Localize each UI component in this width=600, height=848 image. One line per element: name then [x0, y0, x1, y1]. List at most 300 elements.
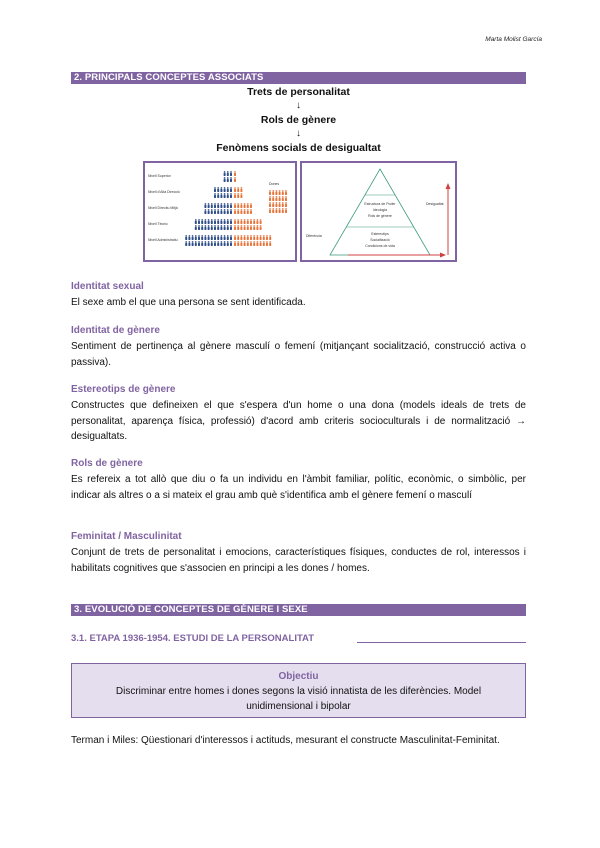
person-icon — [269, 202, 271, 204]
person-icon — [269, 190, 271, 192]
person-icon — [234, 171, 236, 173]
person-icon — [272, 192, 274, 195]
axis-label-difference: Diferència — [306, 234, 322, 238]
person-icon — [220, 237, 222, 240]
level-label: Nivell Administratiu — [148, 238, 178, 242]
person-icon — [269, 237, 271, 240]
person-icon — [240, 189, 242, 192]
person-icon — [204, 205, 206, 208]
person-icon — [230, 193, 232, 195]
pyramid-label: Estereotips — [371, 232, 389, 236]
person-icon — [227, 205, 229, 208]
person-icon — [247, 221, 249, 224]
person-icon — [220, 189, 222, 192]
person-icon — [269, 210, 271, 213]
level-label: Nivell d'Alta Direcció — [148, 190, 180, 194]
person-icon — [224, 177, 226, 179]
person-icon — [269, 208, 271, 210]
person-icon — [260, 241, 262, 243]
person-icon — [250, 225, 252, 227]
person-icon — [227, 211, 229, 214]
person-icon — [237, 221, 239, 224]
person-icon — [257, 225, 259, 227]
person-icon — [224, 241, 226, 243]
person-icon — [247, 225, 249, 227]
person-icon — [214, 189, 216, 192]
person-icon — [234, 225, 236, 227]
person-icon — [208, 237, 210, 240]
person-icon — [237, 241, 239, 243]
person-icon — [224, 179, 226, 182]
figure-hierarchy-pyramid — [143, 161, 297, 262]
person-icon — [240, 195, 242, 198]
person-icon — [269, 235, 271, 237]
person-icon — [214, 211, 216, 214]
person-icon — [285, 210, 287, 213]
person-icon — [279, 192, 281, 195]
person-icon — [221, 209, 223, 211]
person-icon — [195, 243, 197, 246]
person-icon — [285, 190, 287, 192]
person-icon — [192, 237, 194, 240]
person-icon — [269, 198, 271, 201]
person-icon — [260, 243, 262, 246]
person-icon — [188, 237, 190, 240]
person-icon — [256, 221, 258, 224]
person-icon — [214, 187, 216, 189]
person-icon — [230, 209, 232, 211]
person-icon — [201, 235, 203, 237]
person-icon — [263, 241, 265, 243]
person-icon — [220, 205, 222, 208]
person-icon — [282, 198, 284, 201]
person-icon — [230, 243, 232, 246]
person-icon — [217, 189, 219, 192]
person-icon — [204, 227, 206, 230]
person-icon — [195, 235, 197, 237]
concept-title: Identitat de gènere — [71, 325, 160, 336]
person-icon — [195, 237, 197, 240]
person-icon — [230, 219, 232, 221]
person-icon — [227, 209, 229, 211]
person-icon — [256, 237, 258, 240]
objective-title: Objectiu — [278, 671, 319, 682]
person-icon — [234, 189, 236, 192]
pyramid-label: Socialització — [370, 238, 390, 242]
person-icon — [285, 192, 287, 195]
person-icon — [279, 208, 281, 210]
person-icon — [237, 219, 239, 221]
person-icon — [285, 198, 287, 201]
person-icon — [237, 195, 239, 198]
person-icon — [192, 241, 194, 243]
person-icon — [208, 211, 210, 214]
person-icon — [220, 221, 222, 224]
person-icon — [220, 195, 222, 198]
person-icon — [230, 177, 232, 179]
person-icon — [285, 204, 287, 207]
person-icon — [247, 235, 249, 237]
person-icon — [234, 219, 236, 221]
person-icon — [244, 243, 246, 246]
person-icon — [230, 173, 232, 176]
person-icon — [217, 211, 219, 214]
person-icon — [276, 202, 278, 204]
person-icon — [201, 227, 203, 230]
person-icon — [227, 173, 229, 176]
person-icon — [282, 208, 284, 210]
person-icon — [214, 195, 216, 198]
person-icon — [227, 225, 229, 227]
person-icon — [198, 225, 200, 227]
person-icon — [208, 241, 210, 243]
person-icon — [227, 227, 229, 230]
person-icon — [224, 235, 226, 237]
person-icon — [192, 243, 194, 246]
person-icon — [250, 241, 252, 243]
person-icon — [237, 205, 239, 208]
person-icon — [253, 221, 255, 224]
person-icon — [198, 237, 200, 240]
person-icon — [244, 203, 246, 205]
person-icon — [275, 192, 277, 195]
person-icon — [250, 211, 252, 214]
person-icon — [234, 241, 236, 243]
person-icon — [260, 225, 262, 227]
person-icon — [250, 209, 252, 211]
person-icon — [260, 235, 262, 237]
person-icon — [208, 235, 210, 237]
person-icon — [266, 241, 268, 243]
person-icon — [227, 243, 229, 246]
person-icon — [224, 203, 226, 205]
person-icon — [234, 221, 236, 224]
person-icon — [221, 235, 223, 237]
author-name: Marta Molist García — [485, 36, 542, 43]
flow-arrow-down-icon: ↓ — [296, 128, 301, 139]
person-icon — [272, 202, 274, 204]
subsection-underline — [357, 642, 526, 643]
person-icon — [240, 221, 242, 224]
person-icon — [241, 203, 243, 205]
person-icon — [214, 221, 216, 224]
person-icon — [230, 195, 232, 198]
person-icon — [275, 204, 277, 207]
person-icon — [237, 243, 239, 246]
person-icon — [244, 209, 246, 211]
person-icon — [247, 219, 249, 221]
person-icon — [201, 225, 203, 227]
person-icon — [211, 209, 213, 211]
person-icon — [240, 211, 242, 214]
person-icon — [217, 219, 219, 221]
person-icon — [234, 235, 236, 237]
person-icon — [244, 219, 246, 221]
person-icon — [201, 241, 203, 243]
person-icon — [285, 208, 287, 210]
person-icon — [269, 243, 271, 246]
person-icon — [279, 204, 281, 207]
person-icon — [272, 210, 274, 213]
person-icon — [234, 195, 236, 198]
person-icon — [244, 227, 246, 230]
person-icon — [185, 237, 187, 240]
person-icon — [214, 193, 216, 195]
person-icon — [208, 227, 210, 230]
person-icon — [263, 235, 265, 237]
person-icon — [269, 196, 271, 198]
person-icon — [241, 235, 243, 237]
person-icon — [189, 235, 191, 237]
person-icon — [237, 211, 239, 214]
person-icon — [240, 237, 242, 240]
person-icon — [276, 190, 278, 192]
person-icon — [208, 225, 210, 227]
person-icon — [217, 237, 219, 240]
person-icon — [247, 211, 249, 214]
person-icon — [234, 177, 236, 179]
person-icon — [221, 225, 223, 227]
person-icon — [224, 219, 226, 221]
person-icon — [253, 243, 255, 246]
concept-flow — [71, 85, 526, 155]
person-icon — [230, 241, 232, 243]
person-icon — [257, 219, 259, 221]
person-icon — [253, 237, 255, 240]
person-icon — [230, 171, 232, 173]
person-icon — [241, 219, 243, 221]
concept-text: Sentiment de pertinença al gènere masculí o femení (mitjançant socialització, construcció activa o passiva). — [71, 341, 526, 368]
person-icon — [221, 241, 223, 243]
person-icon — [247, 205, 249, 208]
person-icon — [220, 227, 222, 230]
person-icon — [234, 211, 236, 214]
person-icon — [247, 237, 249, 240]
person-icon — [208, 209, 210, 211]
person-icon — [204, 211, 206, 214]
person-icon — [211, 203, 213, 205]
person-icon — [282, 190, 284, 192]
person-icon — [214, 243, 216, 246]
person-icon — [241, 209, 243, 211]
person-icon — [247, 203, 249, 205]
person-icon — [214, 235, 216, 237]
level-label: Nivell Superior — [148, 174, 171, 178]
person-icon — [217, 195, 219, 198]
person-icon — [272, 208, 274, 210]
figure-inequality-pyramid — [300, 161, 457, 262]
person-icon — [205, 225, 207, 227]
person-icon — [230, 203, 232, 205]
person-icon — [272, 198, 274, 201]
person-icon — [237, 237, 239, 240]
concept-title: Identitat sexual — [71, 281, 144, 292]
person-icon — [244, 221, 246, 224]
person-icon — [241, 193, 243, 195]
section-3-title: 3. EVOLUCIÓ DE CONCEPTES DE GÈNERE I SEXE — [71, 604, 526, 616]
person-icon — [276, 208, 278, 210]
person-icon — [221, 187, 223, 189]
person-icon — [279, 210, 281, 213]
person-icon — [266, 237, 268, 240]
person-icon — [230, 189, 232, 192]
person-icon — [240, 205, 242, 208]
person-icon — [285, 196, 287, 198]
person-icon — [204, 221, 206, 224]
person-icon — [230, 237, 232, 240]
person-icon — [224, 171, 226, 173]
person-icon — [211, 225, 213, 227]
person-icon — [224, 211, 226, 214]
person-icon — [227, 171, 229, 173]
person-icon — [227, 235, 229, 237]
person-icon — [185, 241, 187, 243]
person-icon — [230, 211, 232, 214]
concept-text: El sexe amb el que una persona se sent identificada. — [71, 297, 306, 308]
person-icon — [201, 237, 203, 240]
person-icon — [221, 193, 223, 195]
person-icon — [211, 227, 213, 230]
person-icon — [285, 202, 287, 204]
person-icon — [198, 235, 200, 237]
person-icon — [217, 227, 219, 230]
person-icon — [260, 221, 262, 224]
person-icon — [214, 205, 216, 208]
person-icon — [240, 227, 242, 230]
flow-step-inequality: Fenòmens socials de desigualtat — [216, 142, 381, 154]
person-icon — [269, 241, 271, 243]
person-icon — [244, 235, 246, 237]
person-icon — [234, 237, 236, 240]
person-icon — [195, 219, 197, 221]
person-icon — [224, 189, 226, 192]
person-icon — [279, 196, 281, 198]
person-icon — [221, 219, 223, 221]
person-icon — [198, 227, 200, 230]
person-icon — [250, 205, 252, 208]
person-icon — [253, 219, 255, 221]
flow-step-personality: Trets de personalitat — [247, 86, 350, 98]
person-icon — [257, 241, 259, 243]
person-icon — [211, 205, 213, 208]
person-icon — [234, 203, 236, 205]
person-icon — [214, 225, 216, 227]
person-icon — [192, 235, 194, 237]
person-icon — [224, 209, 226, 211]
person-icon — [211, 237, 213, 240]
person-icon — [224, 227, 226, 230]
person-icon — [217, 187, 219, 189]
hierarchy-pyramid-graphic — [145, 163, 295, 260]
person-icon — [237, 225, 239, 227]
person-icon — [195, 227, 197, 230]
objective-text: Discriminar entre homes i dones segons la visió innatista de les diferències. Model unidimensional i bipolar — [115, 686, 482, 712]
person-icon — [244, 211, 246, 214]
axis-label-inequality: Desigualtat — [426, 202, 444, 206]
person-icon — [211, 243, 213, 246]
person-icon — [208, 243, 210, 246]
pyramid-label: Rols de gènere — [368, 214, 392, 218]
person-icon — [250, 221, 252, 224]
person-icon — [224, 205, 226, 208]
person-icon — [198, 241, 200, 243]
person-icon — [217, 241, 219, 243]
person-icon — [244, 205, 246, 208]
person-icon — [250, 235, 252, 237]
person-icon — [253, 227, 255, 230]
person-icon — [211, 211, 213, 214]
person-icon — [195, 241, 197, 243]
person-icon — [214, 237, 216, 240]
person-icon — [250, 203, 252, 205]
person-icon — [205, 241, 207, 243]
person-icon — [224, 225, 226, 227]
person-icon — [282, 192, 284, 195]
person-icon — [256, 243, 258, 246]
flow-step-gender-roles: Rols de gènere — [260, 114, 337, 126]
person-icon — [189, 241, 191, 243]
person-icon — [234, 205, 236, 208]
person-icon — [211, 241, 213, 243]
person-icon — [269, 204, 271, 207]
person-icon — [250, 219, 252, 221]
person-icon — [214, 227, 216, 230]
person-icon — [257, 235, 259, 237]
concept-text: Conjunt de trets de personalitat i emocions, característiques físiques, conductes de rol, interessos i habilitats cognitives que s'associen en principi a les dones / homes. — [71, 547, 526, 574]
pyramid-label: Condicions de vida — [365, 244, 395, 248]
person-icon — [185, 243, 187, 246]
person-icon — [227, 195, 229, 198]
person-icon — [198, 219, 200, 221]
person-icon — [188, 243, 190, 246]
person-icon — [237, 193, 239, 195]
person-icon — [195, 221, 197, 224]
person-icon — [208, 203, 210, 205]
person-icon — [217, 221, 219, 224]
person-icon — [240, 243, 242, 246]
person-icon — [241, 187, 243, 189]
person-icon — [260, 219, 262, 221]
person-icon — [279, 202, 281, 204]
person-icon — [237, 187, 239, 189]
person-icon — [230, 235, 232, 237]
person-icon — [217, 205, 219, 208]
person-icon — [201, 219, 203, 221]
person-icon — [234, 193, 236, 195]
person-icon — [247, 227, 249, 230]
person-icon — [260, 227, 262, 230]
person-icon — [244, 241, 246, 243]
person-icon — [211, 235, 213, 237]
person-icon — [275, 210, 277, 213]
person-icon — [279, 190, 281, 192]
person-icon — [234, 227, 236, 230]
person-icon — [230, 187, 232, 189]
person-icon — [227, 193, 229, 195]
person-icon — [272, 190, 274, 192]
section-2-title: 2. PRINCIPALS CONCEPTES ASSOCIATS — [71, 72, 526, 84]
person-icon — [237, 227, 239, 230]
person-icon — [205, 203, 207, 205]
terman-miles-paragraph: Terman i Miles: Qüestionari d'interessos i actituds, mesurant el constructe Masculinitat-Feminitat. — [71, 735, 500, 746]
person-icon — [224, 195, 226, 198]
inequality-pyramid-graphic — [302, 163, 455, 260]
person-icon — [227, 179, 229, 182]
person-icon — [234, 209, 236, 211]
legend-label: Dones — [269, 182, 280, 186]
person-icon — [237, 203, 239, 205]
person-icon — [237, 235, 239, 237]
